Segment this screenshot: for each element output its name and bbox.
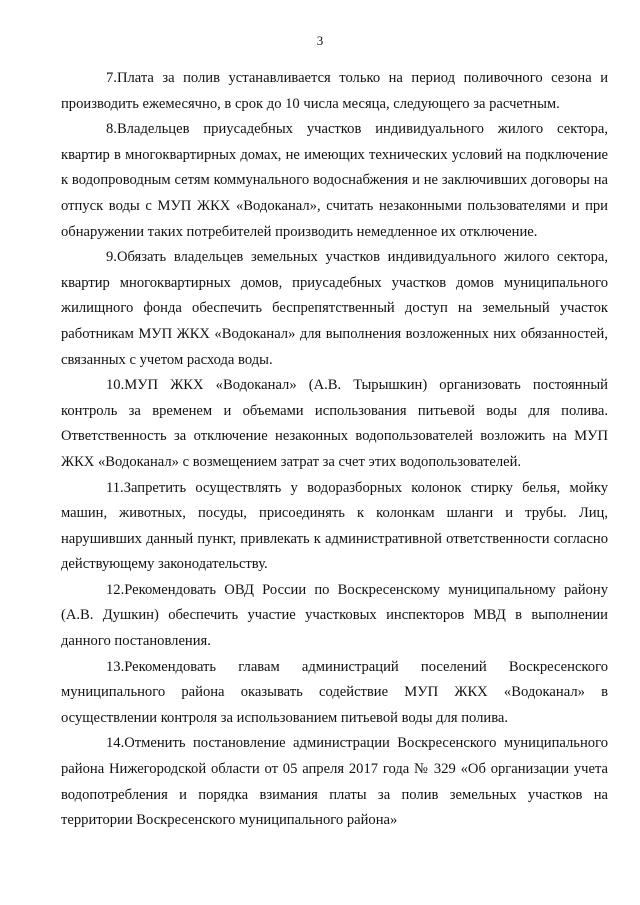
paragraph-12: 12.Рекомендовать ОВД России по Воскресенскому муниципальному району (А.В. Душкин) обеспечить участие участковых инспекторов МВД в выполнении данного постановления. [61, 581, 608, 650]
paragraph-13: 13.Рекомендовать главам администраций поселений Воскресенского муниципального района оказывать содействие МУП ЖКХ «Водоканал» в осуществлении контроля за использованием питьевой воды для полива. [61, 658, 608, 726]
document-body [61, 66, 608, 834]
paragraph-14: 14.Отменить постановление администрации Воскресенского муниципального района Нижегородской области от 05 апреля 2017 года № 329 «Об организации учета водопотребления и порядка взимания платы за полив земельных участков на территории Воскресенского муниципального района» [61, 735, 608, 829]
paragraph-9: 9.Обязать владельцев земельных участков индивидуального жилого сектора, квартир многоквартирных домов, приусадебных участков домов муниципального жилищного фонда обеспечить беспрепятственный доступ на земельный участок работникам МУП ЖКХ «Водоканал» для выполнения возложенных них обязанностей, связанных с учетом расхода воды. [61, 249, 608, 368]
paragraph-10: 10.МУП ЖКХ «Водоканал» (А.В. Тырышкин) организовать постоянный контроль за временем и объемами использования питьевой воды для полива. Ответственность за отключение незаконных водопользователей возложить на МУП ЖКХ «Водоканал» с возмещением затрат за счет этих водопользователей. [61, 377, 608, 470]
paragraph-7: 7.Плата за полив устанавливается только на период поливочного сезона и производить ежемесячно, в срок до 10 числа месяца, следующего за расчетным. [61, 70, 608, 112]
paragraph-11: 11.Запретить осуществлять у водоразборных колонок стирку белья, мойку машин, животных, посуды, присоединять к колонкам шланги и трубы. Лиц, нарушивших данный пункт, привлекать к административной ответственности согласно действующему законодательству. [61, 479, 608, 573]
page-number: 3 [316, 33, 324, 48]
paragraph-8: 8.Владельцев приусадебных участков индивидуального жилого сектора, квартир в многоквартирных домах, не имеющих технических условий на подключение к водопроводным сетям коммунального водоснабжения и не заключивших договоры на отпуск воды с МУП ЖКХ «Водоканал», считать незаконными пользователями и при обнаружении таких потребителей производить немедленное их отключение. [61, 121, 608, 240]
